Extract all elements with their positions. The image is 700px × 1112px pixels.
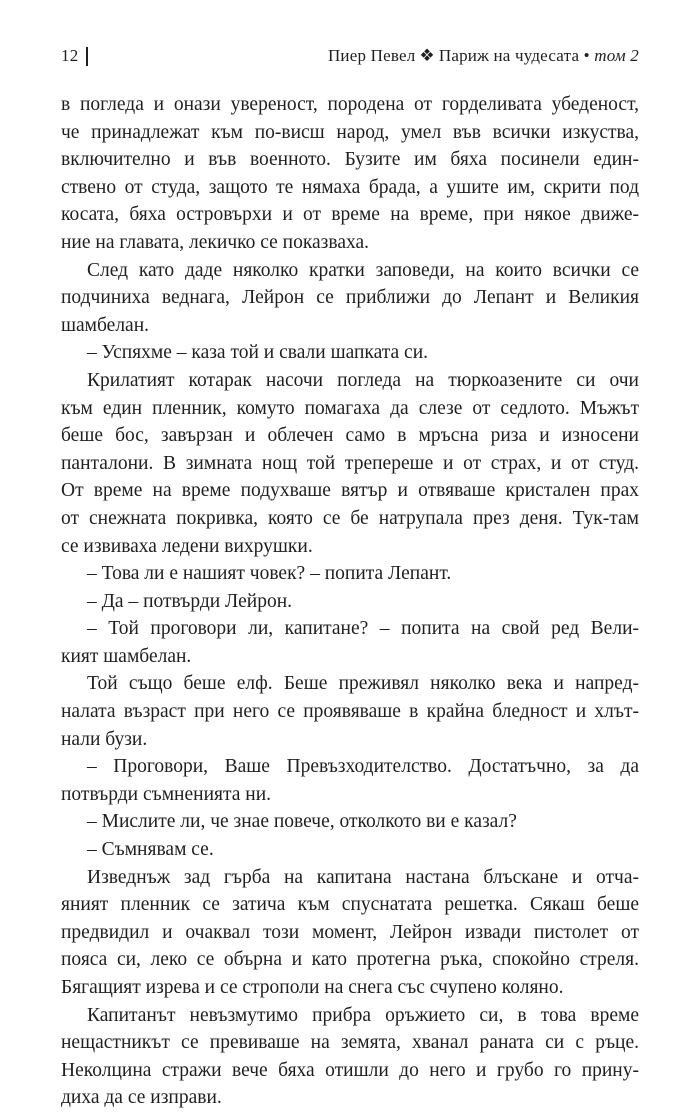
text-line: – Съмнявам се. (87, 839, 214, 861)
text-line: Капитанът невъзмутимо прибра оръжието си, в това време (87, 1004, 639, 1026)
text-line: – Проговори, Ваше Превъзходителство. Достатъчно, за да (87, 756, 639, 778)
paragraph (61, 808, 639, 836)
text-line: – Мислите ли, че знае повече, отколкото ви е казал? (87, 811, 517, 833)
text-line: към един пленник, комуто помагаха да слезе от седлото. Мъжът (61, 397, 639, 419)
paragraph (61, 864, 639, 1002)
text-line: – Той проговори ли, капитане? – попита на свой ред Вели- (87, 618, 639, 640)
text-line: – Успяхме – каза той и свали шапката си. (87, 342, 429, 364)
paragraph (61, 1002, 639, 1112)
text-line: Крилатият котарак насочи погледа на тюркоазените си очи (87, 369, 639, 391)
text-line: беше бос, завързан и облечен само в мръсна риза и износени (61, 425, 639, 447)
text-line: че принадлежат към по-висш народ, умел във всички изкуства, (61, 121, 639, 143)
text-line: косата, бяха островърхи и от време на време, при някое движе- (61, 204, 639, 226)
text-line: налата възраст при него се проявяваше в крайна бледност и хлът- (61, 701, 639, 723)
text-line: Неколцина стражи вече бяха отишли до него и грубо го прину- (61, 1059, 639, 1081)
paragraph (61, 257, 639, 340)
paragraph (61, 588, 639, 616)
text-line: От време на време подухваше вятър и отвяваше кристален прах (61, 480, 639, 502)
paragraph (61, 367, 639, 560)
text-line: ние на главата, лекичко се показваха. (61, 231, 370, 253)
text-line: в погледа и онази увереност, породена от горделивата убеденост, (61, 94, 639, 115)
text-line: пояса си, леко се обърна и като протегна ръка, спокойно стреля. (61, 949, 639, 971)
paragraph (61, 753, 639, 808)
author-name: Пиер Певел (327, 46, 416, 65)
text-line: яният пленник се затича към спуснатата решетка. Сякаш беше (61, 894, 639, 916)
text-line: – Това ли е нашият човек? – попита Лепант. (87, 563, 452, 585)
text-line: нещастникът се превиваше на земята, хванал раната си с ръце. (61, 1032, 639, 1054)
running-header (61, 46, 639, 72)
paragraph (61, 560, 639, 588)
running-head (328, 46, 639, 66)
volume-label: том 2 (594, 46, 639, 65)
text-line: включително и във военното. Бузите им бяха посинели един- (61, 149, 639, 171)
paragraph (61, 836, 639, 864)
book-title: Париж на чудесата (438, 46, 580, 65)
page-number: 12 (61, 46, 79, 65)
text-line: След като даде няколко кратки заповеди, на които всички се (87, 259, 639, 281)
text-line: ствено от студа, защото те нямаха брада, а ушите им, скрити под (61, 176, 639, 198)
text-line: шамбелан. (61, 314, 150, 336)
paragraph (61, 91, 639, 257)
paragraph (61, 339, 639, 367)
paragraph (61, 670, 639, 753)
body-text (61, 91, 639, 1112)
text-line: кият шамбелан. (61, 645, 192, 667)
text-line: подчиниха веднага, Лейрон се приближи до Лепант и Великия (61, 287, 639, 309)
paragraph (61, 615, 639, 670)
page-number-divider (86, 47, 88, 66)
text-line: се извиваха ледени вихрушки. (61, 535, 313, 557)
text-line: панталони. В зимната нощ той трепереше и от страх, и от студ. (61, 452, 639, 474)
text-line: Изведнъж зад гърба на капитана настана блъскане и отча- (87, 866, 639, 888)
text-line: предвидил и очаквал този момент, Лейрон извади пистолет от (61, 921, 639, 943)
text-line: диха да се изправи. (61, 1087, 222, 1109)
text-line: – Да – потвърди Лейрон. (87, 590, 293, 612)
text-line: нали бузи. (61, 728, 148, 750)
text-line: потвърди съмненията ни. (61, 783, 272, 805)
ornament-icon: ❖ (419, 46, 435, 65)
text-line: от снежната покривка, която се бе натрупала през деня. Тук-там (61, 507, 639, 529)
title-bullet: • (583, 46, 590, 65)
text-line: Той също беше елф. Беше преживял няколко века и напред- (87, 673, 639, 695)
text-line: Бягащият изрева и се строполи на снега със счупено коляно. (61, 977, 564, 998)
